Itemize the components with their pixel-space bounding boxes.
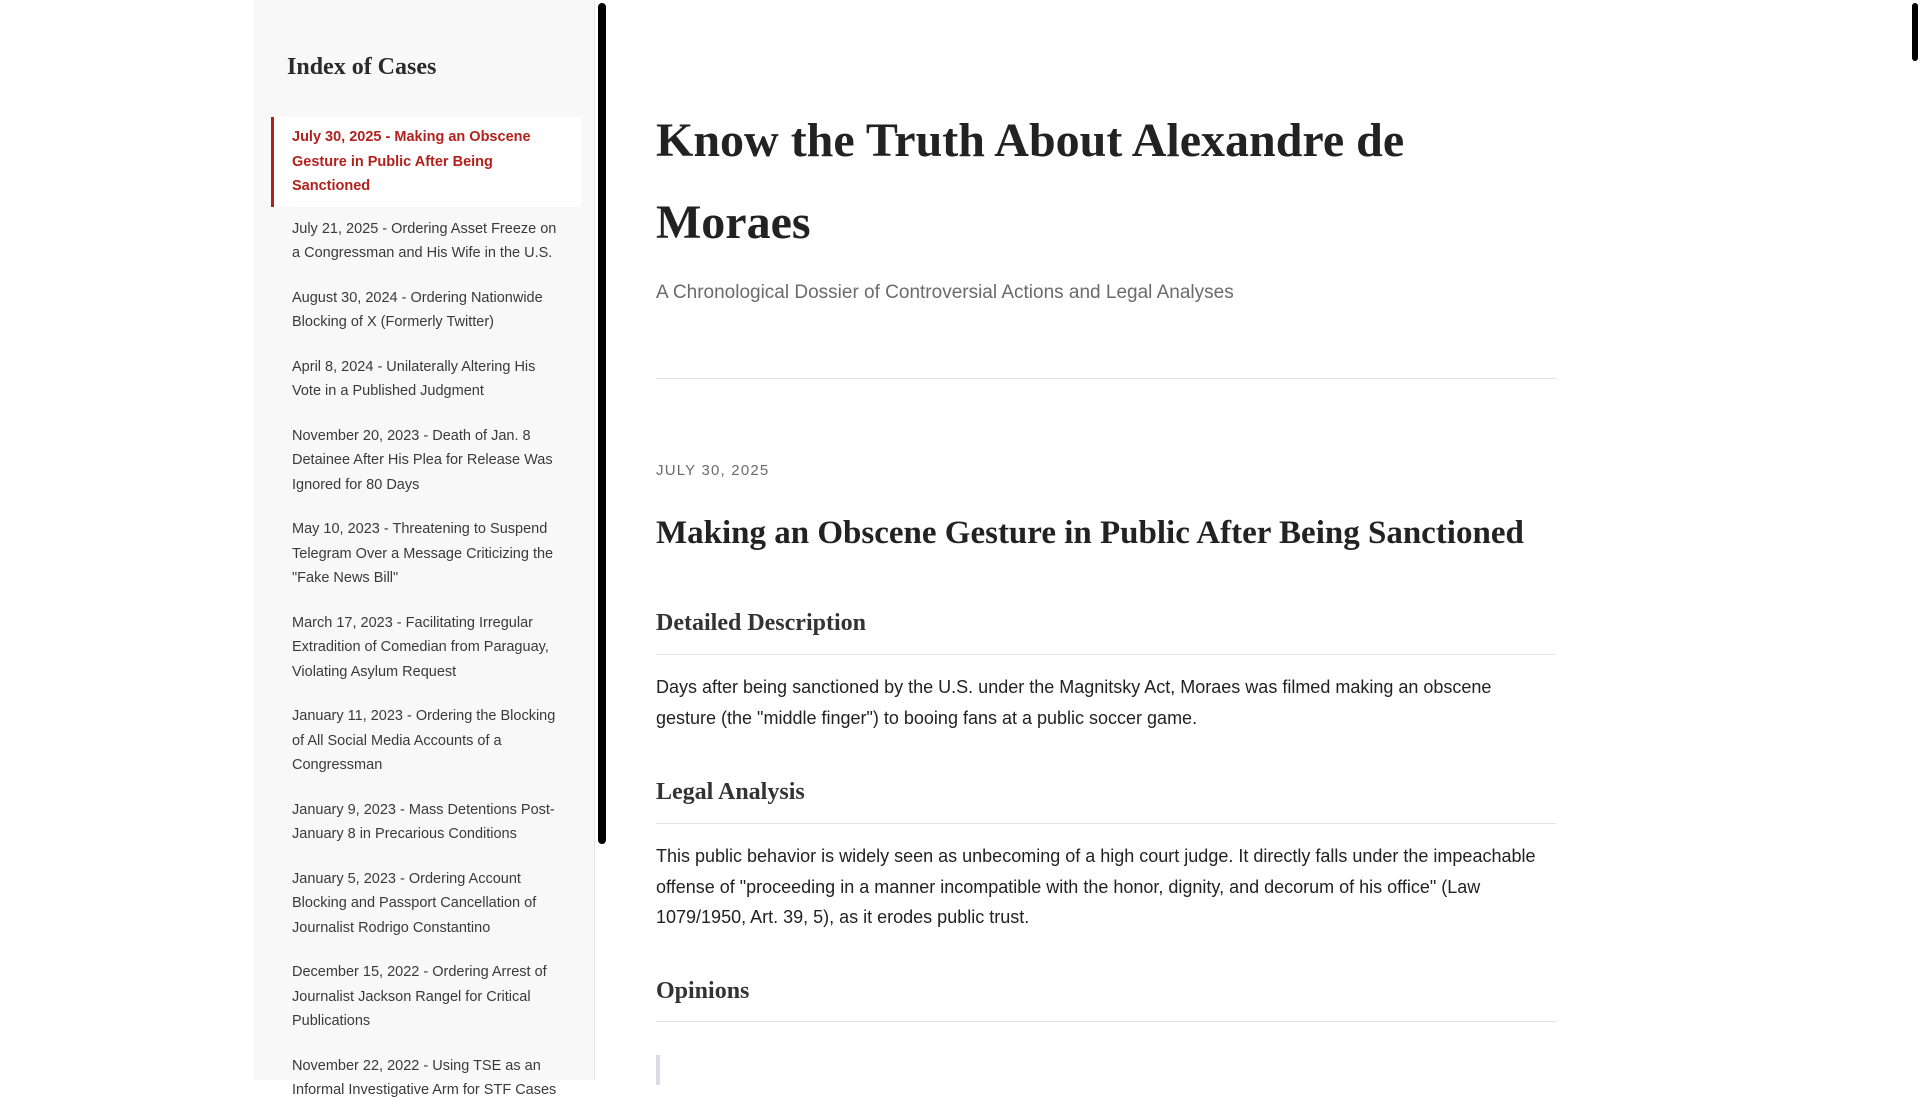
sidebar-item-2023-05-10[interactable]: May 10, 2023 - Threatening to Suspend Telegram Over a Message Criticizing the "Fake News Bill": [292, 521, 554, 586]
sidebar-title: Index of Cases: [287, 54, 437, 80]
opinions-divider: [656, 1021, 1556, 1022]
analysis-divider: [656, 823, 1556, 824]
sidebar-item-2023-03-17[interactable]: March 17, 2023 - Facilitating Irregular Extradition of Comedian from Paraguay, Violating Asylum Request: [292, 614, 549, 680]
opinion-quote-bar: [656, 1055, 660, 1085]
sidebar-item-2022-11-22[interactable]: November 22, 2022 - Using TSE as an Informal Investigative Arm for STF Cases: [292, 1057, 557, 1098]
description-text: Days after being sanctioned by the U.S. under the Magnitsky Act, Moraes was filmed making an obscene gesture (the "middle finger") to booing fans at a public soccer game.: [656, 677, 1492, 728]
sidebar-item-2023-01-05[interactable]: January 5, 2023 - Ordering Account Blocking and Passport Cancellation of Journalist Rodrigo Constantino: [292, 870, 537, 936]
sidebar: [254, 0, 595, 1098]
opinions-heading: Opinions: [656, 978, 750, 1004]
analysis-text: This public behavior is widely seen as unbecoming of a high court judge. It directly falls under the impeachable offense of "proceeding in a manner incompatible with the honor, dignity, and decorum of his office" (Law 1079/1950, Art. 39, 5), as it erodes public trust.: [656, 846, 1536, 927]
case-date: JULY 30, 2025: [656, 462, 770, 479]
page-scrollbar[interactable]: [1912, 3, 1918, 61]
page-title: Know the Truth About Alexandre de Moraes: [656, 114, 1405, 249]
sidebar-item-2024-04-08[interactable]: April 8, 2024 - Unilaterally Altering His Vote in a Published Judgment: [292, 358, 536, 399]
header-divider: [656, 378, 1556, 379]
sidebar-item-2023-01-11[interactable]: January 11, 2023 - Ordering the Blocking of All Social Media Accounts of a Congressman: [292, 708, 556, 773]
case-index-list: [271, 117, 581, 1113]
sidebar-item-2023-11-20[interactable]: November 20, 2023 - Death of Jan. 8 Detainee After His Plea for Release Was Ignored for 80 Days: [292, 427, 553, 493]
description-divider: [656, 654, 1556, 655]
case-title: Making an Obscene Gesture in Public After Being Sanctioned: [656, 515, 1524, 551]
sidebar-item-2023-01-09[interactable]: January 9, 2023 - Mass Detentions Post-January 8 in Precarious Conditions: [292, 801, 555, 842]
sidebar-item-2024-08-30[interactable]: August 30, 2024 - Ordering Nationwide Blocking of X (Formerly Twitter): [292, 289, 543, 330]
page-subtitle: A Chronological Dossier of Controversial Actions and Legal Analyses: [656, 282, 1234, 303]
description-heading: Detailed Description: [656, 610, 866, 636]
sidebar-scrollbar[interactable]: [598, 3, 606, 844]
sidebar-item-2025-07-30[interactable]: July 30, 2025 - Making an Obscene Gesture in Public After Being Sanctioned: [271, 117, 581, 207]
sidebar-item-2022-12-15[interactable]: December 15, 2022 - Ordering Arrest of Journalist Jackson Rangel for Critical Publications: [292, 964, 547, 1029]
analysis-heading: Legal Analysis: [656, 779, 805, 805]
sidebar-item-2025-07-21[interactable]: July 21, 2025 - Ordering Asset Freeze on a Congressman and His Wife in the U.S.: [292, 220, 557, 261]
